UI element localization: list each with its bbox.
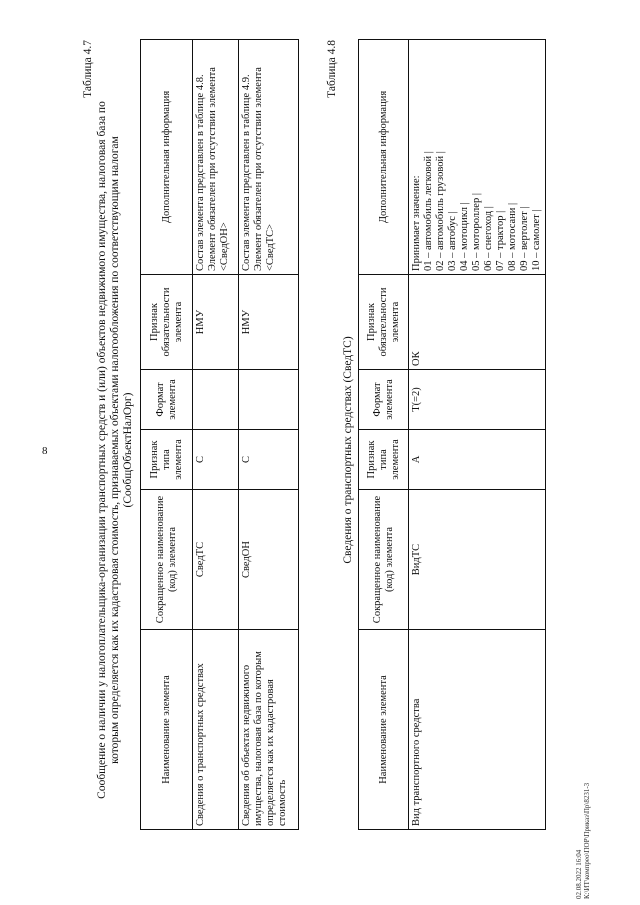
cell-code: СведОН xyxy=(239,490,299,630)
table-row xyxy=(239,40,299,830)
table-4-7-title: Сообщение о наличии у налогоплательщика-организации транспортных средств и (или) объектов недвижимого имущества, налоговая база по которым определяется как их кадастровая стоимость, признаваемых объектами налогообложения по соответствующим налогам (СообщОбъектНалОрг) xyxy=(96,101,134,799)
cell-format xyxy=(239,370,299,430)
header-name: Наименование элемента xyxy=(359,630,409,830)
value-item: 01 – автомобиль легковой | xyxy=(423,151,434,271)
value-item: 07 – трактор | xyxy=(495,210,506,271)
cell-info: Состав элемента представлен в таблице 4.8. Элемент обязателен при отсутствии элемента <СведОН> xyxy=(193,40,239,275)
cell-required: НМУ xyxy=(239,275,299,370)
header-format: Формат элемента xyxy=(141,370,193,430)
value-item: 02 – автомобиль грузовой | xyxy=(435,151,446,271)
page-number: 8 xyxy=(42,445,48,457)
table-4-8-title: Сведения о транспортных средствах (СведТС) xyxy=(342,336,354,564)
value-item: 06 – снегоход | xyxy=(483,206,494,271)
info-intro: Принимает значение: xyxy=(411,175,422,271)
table-4-7 xyxy=(140,39,299,830)
header-required: Признак обязательности элемента xyxy=(359,275,409,370)
cell-type: С xyxy=(239,430,299,490)
header-info: Дополнительная информация xyxy=(141,40,193,275)
value-item: 09 – вертолет | xyxy=(519,206,530,271)
value-item: 03 – автобус | xyxy=(447,211,458,271)
header-required: Признак обязательности элемента xyxy=(141,275,193,370)
cell-info xyxy=(409,40,546,275)
cell-required: НМУ xyxy=(193,275,239,370)
header-name: Наименование элемента xyxy=(141,630,193,830)
value-item: 08 – мотосани | xyxy=(507,202,518,271)
cell-type: А xyxy=(409,430,546,490)
table-4-8 xyxy=(358,39,546,830)
table-header-row xyxy=(359,40,409,830)
table-row xyxy=(193,40,239,830)
table-4-8-caption: Таблица 4.8 xyxy=(326,40,338,98)
cell-name: Вид транспортного средства xyxy=(409,630,546,830)
header-format: Формат элемента xyxy=(359,370,409,430)
cell-type: С xyxy=(193,430,239,490)
cell-info: Состав элемента представлен в таблице 4.9. Элемент обязателен при отсутствии элемента <СведТС> xyxy=(239,40,299,275)
cell-code: СведТС xyxy=(193,490,239,630)
header-code: Сокращенное наименование (код) элемента xyxy=(141,490,193,630)
header-type: Признак типа элемента xyxy=(141,430,193,490)
table-header-row xyxy=(141,40,193,830)
header-code: Сокращенное наименование (код) элемента xyxy=(359,490,409,630)
table-4-7-caption: Таблица 4.7 xyxy=(82,40,94,98)
cell-format: T(=2) xyxy=(409,370,546,430)
value-item: 05 – мотороллер | xyxy=(471,193,482,271)
header-info: Дополнительная информация xyxy=(359,40,409,275)
cell-name: Сведения об объектах недвижимого имущества, налоговая база по которым определяется как их кадастровая стоимость xyxy=(239,630,299,830)
footer-line-2: К:\ИТ\компрео\ПОР\Приказ\Пр\8231-3 xyxy=(583,782,591,899)
cell-name: Сведения о транспортных средствах xyxy=(193,630,239,830)
table-row xyxy=(409,40,546,830)
value-item: 10 – самолет | xyxy=(531,209,542,271)
cell-code: ВидТС xyxy=(409,490,546,630)
header-type: Признак типа элемента xyxy=(359,430,409,490)
footer-stamp xyxy=(575,783,591,899)
cell-format xyxy=(193,370,239,430)
cell-required: ОК xyxy=(409,275,546,370)
footer-line-1: 02.08.2022 16:04 xyxy=(575,849,583,899)
value-item: 04 – мотоцикл | xyxy=(459,202,470,271)
